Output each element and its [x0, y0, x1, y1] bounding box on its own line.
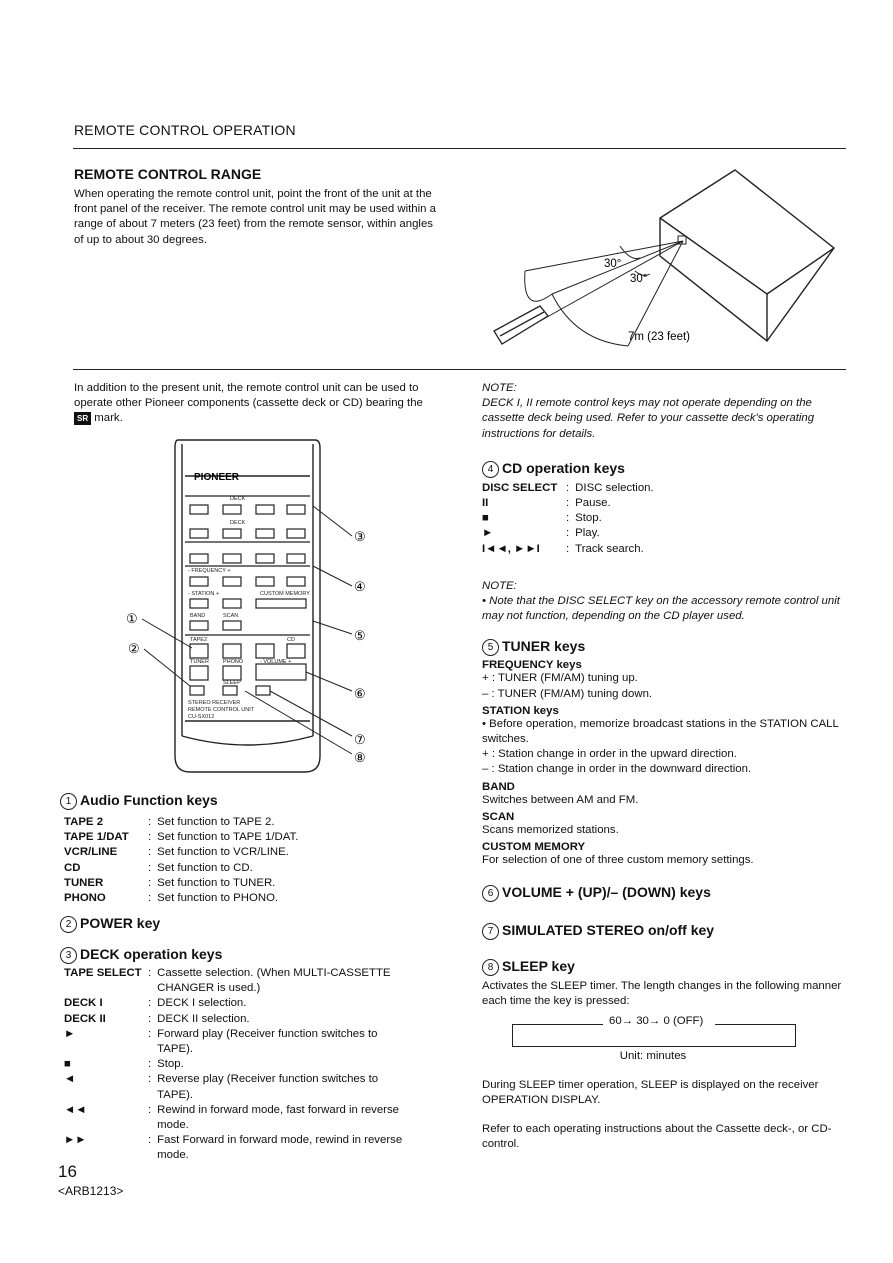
remote-label-station: - STATION +: [188, 591, 220, 597]
remote-label-deck-ii: DECK: [230, 520, 246, 526]
right-column: [482, 381, 846, 1153]
table-cell: ◄◄: [64, 1103, 87, 1116]
custom-text: For selection of one of three custom memory settings.: [482, 854, 754, 867]
note2-title: NOTE:: [482, 579, 517, 592]
sleep-num: 8: [482, 959, 499, 976]
remote-label-band: BAND: [190, 613, 206, 619]
sleep-text: Activates the SLEEP timer. The length changes in the following manner each time the key is pressed:: [482, 980, 842, 1008]
note2-text: • Note that the DISC SELECT key on the accessory remote control unit may not function, depending on the CD player used.: [482, 595, 840, 623]
table-cell: Set function to TAPE 1/DAT.: [157, 831, 299, 844]
sleep-cycle-box: [512, 1014, 796, 1047]
remote-label-frequency: - FREQUENCY +: [188, 568, 231, 574]
table-cell: ►: [64, 1027, 76, 1040]
remote-label-phono: PHONO: [223, 659, 244, 665]
cd-title: CD operation keys: [502, 459, 625, 476]
freq-title: FREQUENCY keys: [482, 659, 582, 672]
table-cell: Cassette selection. (When MULTI-CASSETTE CHANGER is used.): [157, 967, 391, 995]
table-cell: TAPE SELECT: [64, 967, 142, 979]
intro-text: [74, 381, 436, 427]
audio-section: [60, 792, 430, 906]
table-row: PHONO : Set function to PHONO.: [64, 891, 298, 906]
deck-num: 3: [60, 947, 77, 964]
table-row: I◄◄, ►►I : Track search.: [482, 542, 654, 557]
table-row: TAPE 2 : Set function to TAPE 2.: [64, 815, 298, 830]
range-body: When operating the remote control unit, point the front of the unit at the front panel of the receiver. The remote control unit may be used within a range of about 7 meters (23 feet) from the remote sensor, within angles of up to about 30 degrees.: [74, 188, 436, 246]
callout-5: ⑤: [354, 628, 366, 643]
note1-text: DECK I, II remote control keys may not operate depending on the cassette deck being used. Refer to your cassette deck's operating instructions for details.: [482, 397, 815, 440]
remote-label-cd: CD: [287, 637, 295, 643]
table-cell: TUNER: [64, 876, 104, 889]
angle-lower-label: 30°: [630, 273, 648, 285]
scan-title: SCAN: [482, 810, 515, 823]
range-rule: [73, 369, 846, 370]
remote-icon: [494, 306, 548, 344]
table-cell: Set function to CD.: [157, 861, 253, 874]
simulated-num: 7: [482, 923, 499, 940]
sleep-title: SLEEP key: [502, 958, 575, 975]
table-cell: Fast Forward in forward mode, rewind in reverse mode.: [157, 1134, 403, 1162]
range-title: REMOTE CONTROL RANGE: [74, 166, 262, 182]
table-row: TAPE 1/DAT : Set function to TAPE 1/DAT.: [64, 830, 298, 845]
page-number: 16: [58, 1162, 77, 1181]
audio-table: [64, 815, 298, 906]
remote-label-tape2: TAPE2: [190, 637, 208, 643]
table-cell: DECK II: [64, 1012, 106, 1025]
table-cell: Stop.: [157, 1058, 184, 1071]
remote-label-sleep: SLEEP: [223, 680, 241, 686]
band-title: BAND: [482, 780, 515, 793]
intro-text-after-2: mark.: [94, 412, 123, 425]
table-cell: Forward play (Receiver function switches to TAPE).: [157, 1027, 378, 1056]
callout-8: ⑧: [354, 750, 366, 765]
freq-minus: – : TUNER (FM/AM) tuning down.: [482, 687, 653, 700]
table-cell: Reverse play (Receiver function switches to TAPE).: [157, 1073, 379, 1101]
table-row: VCR/LINE : Set function to VCR/LINE.: [64, 845, 298, 860]
simulated-title: SIMULATED STEREO on/off key: [502, 922, 715, 939]
callout-7: ⑦: [354, 732, 366, 747]
table-cell: ◄: [64, 1073, 76, 1086]
header-rule: [73, 148, 846, 149]
table-row: ►► : Fast Forward in forward mode, rewind in reverse mode.: [64, 1133, 412, 1163]
power-num: 2: [60, 916, 77, 933]
power-title: POWER key: [80, 915, 161, 931]
table-row: DISC SELECT : DISC selection.: [482, 481, 654, 496]
band-text: Switches between AM and FM.: [482, 793, 639, 806]
custom-title: CUSTOM MEMORY: [482, 841, 586, 854]
intro-text-before: In addition to the present unit, the remote control unit can be used to operate other Pioneer components (cassette deck or CD) bearing the: [74, 382, 423, 410]
table-cell: ■: [64, 1058, 71, 1071]
table-cell: II: [482, 497, 489, 510]
table-cell: PHONO: [64, 892, 106, 905]
table-cell: VCR/LINE: [64, 846, 118, 859]
distance-label: 7m (23 feet): [628, 331, 690, 343]
table-row: ► : Play.: [482, 526, 654, 541]
table-row: ■ : Stop.: [482, 511, 654, 526]
station-minus: – : Station change in order in the downward direction.: [482, 763, 752, 776]
remote-illustration: [120, 436, 380, 781]
table-row: DECK II : DECK II selection.: [64, 1012, 412, 1027]
note1-title: NOTE:: [482, 382, 517, 394]
table-cell: CD: [64, 861, 81, 874]
sr-mark-icon: SR: [74, 412, 91, 425]
tuner-title: TUNER keys: [502, 638, 586, 655]
scan-text: Scans memorized stations.: [482, 823, 619, 836]
remote-label-deck: DECK: [230, 496, 246, 502]
table-cell: DECK I: [64, 997, 103, 1010]
deck-table: [64, 966, 412, 1164]
volume-title: VOLUME + (UP)/– (DOWN) keys: [502, 884, 711, 901]
station-note: • Before operation, memorize broadcast stations in the STATION CALL switches.: [482, 717, 839, 746]
table-cell: Track search.: [575, 542, 644, 555]
sleep-unit: Unit: minutes: [619, 1049, 687, 1062]
volume-num: 6: [482, 885, 499, 902]
table-cell: I◄◄, ►►I: [482, 542, 540, 555]
range-diagram: [480, 166, 846, 356]
audio-title: Audio Function keys: [80, 792, 218, 808]
table-cell: TAPE 2: [64, 816, 104, 828]
table-row: ◄ : Reverse play (Receiver function switches to TAPE).: [64, 1072, 412, 1102]
remote-model-1: STEREO RECEIVER: [188, 700, 241, 706]
table-cell: DECK I selection.: [157, 997, 247, 1010]
cd-num: 4: [482, 461, 499, 478]
remote-model-2: REMOTE CONTROL UNIT: [188, 707, 255, 713]
remote-model-3: CU-SX012: [188, 714, 215, 720]
doc-code: <ARB1213>: [58, 1184, 124, 1198]
freq-plus: + : TUNER (FM/AM) tuning up.: [482, 672, 638, 685]
table-cell: DISC selection.: [575, 481, 654, 494]
sleep-cycle: 60→ 30→ 0 (OFF): [603, 1015, 709, 1027]
callout-1: ①: [126, 611, 138, 626]
angle-upper-label: 30°: [604, 258, 622, 270]
callout-3: ③: [354, 529, 366, 544]
table-cell: ►►: [64, 1134, 87, 1147]
station-plus: + : Station change in order in the upward direction.: [482, 748, 737, 761]
callout-4: ④: [354, 579, 366, 594]
callout-2: ②: [128, 641, 140, 656]
remote-label-volume: - VOLUME +: [260, 659, 292, 665]
table-cell: Play.: [575, 527, 600, 540]
table-row: TUNER : Set function to TUNER.: [64, 876, 298, 891]
table-cell: TAPE 1/DAT: [64, 831, 129, 844]
audio-num: 1: [60, 793, 77, 810]
table-cell: Rewind in forward mode, fast forward in reverse mode.: [157, 1103, 400, 1132]
table-row: ■ : Stop.: [64, 1057, 412, 1072]
table-row: CD : Set function to CD.: [64, 861, 298, 876]
table-cell: ■: [482, 512, 489, 525]
remote-label-tuner: TUNER: [190, 659, 209, 665]
table-cell: Stop.: [575, 512, 602, 525]
table-cell: Set function to TAPE 2.: [157, 816, 275, 828]
section-header: REMOTE CONTROL OPERATION: [74, 122, 296, 138]
table-cell: DISC SELECT: [482, 481, 558, 494]
table-row: II : Pause.: [482, 496, 654, 511]
table-cell: Set function to VCR/LINE.: [157, 846, 289, 859]
remote-brand: PIONEER: [194, 472, 240, 483]
table-row: DECK I : DECK I selection.: [64, 996, 412, 1011]
table-row: TAPE SELECT : Cassette selection. (When MULTI-CASSETTE CHANGER is used.): [64, 966, 412, 996]
remote-label-scan: SCAN: [223, 613, 239, 619]
sleep-display: During SLEEP timer operation, SLEEP is displayed on the receiver OPERATION DISPLAY.: [482, 1078, 819, 1107]
range-section: [74, 166, 440, 248]
cd-table: [482, 481, 654, 557]
table-cell: Set function to TUNER.: [157, 876, 276, 889]
table-cell: ►: [482, 527, 494, 540]
power-section: [60, 915, 160, 933]
deck-title: DECK operation keys: [80, 946, 223, 962]
remote-label-custom: CUSTOM MEMORY: [260, 591, 310, 597]
refer-text: Refer to each operating instructions about the Cassette deck-, or CD-control.: [482, 1123, 832, 1151]
table-cell: DECK II selection.: [157, 1012, 250, 1025]
table-row: ► : Forward play (Receiver function switches to TAPE).: [64, 1027, 412, 1057]
deck-section: [60, 946, 412, 1164]
callout-6: ⑥: [354, 686, 366, 701]
receiver-box: [660, 170, 834, 341]
tuner-num: 5: [482, 639, 499, 656]
table-cell: Set function to PHONO.: [157, 892, 279, 905]
table-row: ◄◄ : Rewind in forward mode, fast forward in reverse mode.: [64, 1103, 412, 1133]
station-title: STATION keys: [482, 704, 559, 717]
table-cell: Pause.: [575, 497, 611, 510]
